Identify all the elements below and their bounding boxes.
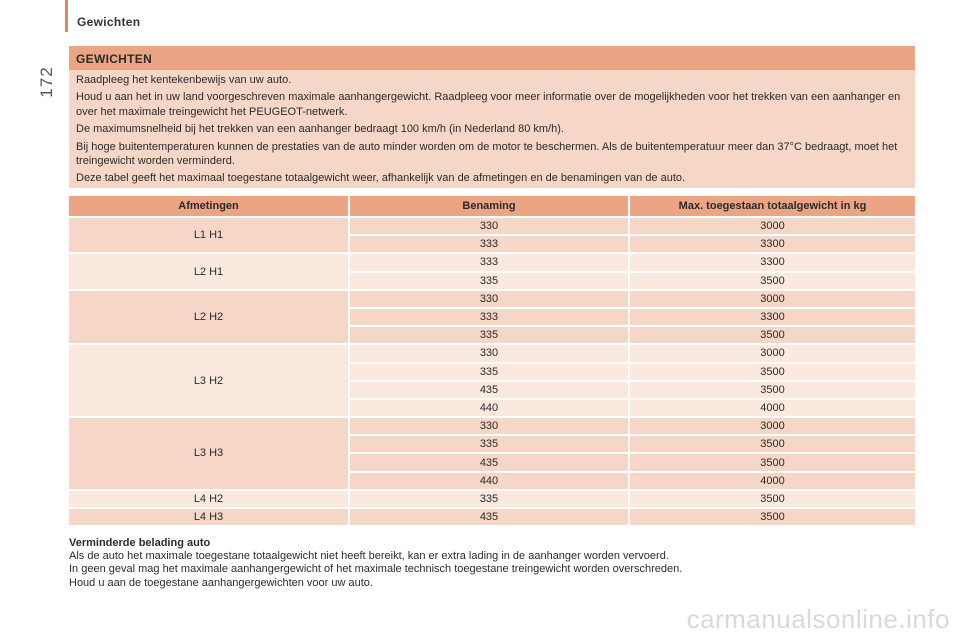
column-header-max-weight: Max. toegestaan totaalgewicht in kg bbox=[629, 196, 915, 217]
weight-cell: 3500 bbox=[629, 435, 915, 453]
dimension-cell: L4 H3 bbox=[69, 508, 349, 526]
info-paragraph: De maximumsnelheid bij het trekken van een aanhanger bedraagt 100 km/h (in Nederland 80 km/h). bbox=[76, 123, 564, 136]
dimension-cell: L3 H3 bbox=[69, 417, 349, 490]
name-cell: 330 bbox=[349, 344, 629, 362]
weight-cell: 3300 bbox=[629, 308, 915, 326]
notes-section bbox=[69, 537, 915, 590]
name-cell: 335 bbox=[349, 490, 629, 508]
margin-accent-bar bbox=[65, 0, 68, 32]
name-cell: 440 bbox=[349, 399, 629, 417]
table-group-l2-h1 bbox=[69, 253, 915, 289]
page-number: 172 bbox=[37, 66, 56, 98]
notes-title: Verminderde belading auto bbox=[69, 537, 211, 549]
name-cell: 330 bbox=[349, 290, 629, 308]
dimension-cell: L2 H1 bbox=[69, 253, 349, 289]
table-group-l2-h2 bbox=[69, 290, 915, 345]
weight-cell: 4000 bbox=[629, 399, 915, 417]
table-row bbox=[69, 490, 915, 508]
weight-cell: 3500 bbox=[629, 490, 915, 508]
weight-cell: 3500 bbox=[629, 363, 915, 381]
weight-cell: 3000 bbox=[629, 290, 915, 308]
name-cell: 333 bbox=[349, 253, 629, 271]
dimension-cell: L4 H2 bbox=[69, 490, 349, 508]
weights-table bbox=[69, 196, 915, 527]
notes-line: Houd u aan de toegestane aanhangergewichten voor uw auto. bbox=[69, 576, 373, 589]
notes-line: In geen geval mag het maximale aanhangergewicht of het maximale technisch toegestane treingewicht worden overschreden. bbox=[69, 563, 683, 576]
name-cell: 440 bbox=[349, 472, 629, 490]
table-group-l4-h3 bbox=[69, 508, 915, 526]
table-group-l1-h1 bbox=[69, 217, 915, 253]
weight-cell: 3500 bbox=[629, 508, 915, 526]
name-cell: 330 bbox=[349, 217, 629, 235]
table-group-l4-h2 bbox=[69, 490, 915, 508]
info-box-body bbox=[69, 70, 915, 186]
weight-cell: 3000 bbox=[629, 217, 915, 235]
name-cell: 335 bbox=[349, 326, 629, 344]
table-row bbox=[69, 217, 915, 235]
weight-cell: 3500 bbox=[629, 326, 915, 344]
table-row bbox=[69, 508, 915, 526]
table-header-row bbox=[69, 196, 915, 217]
weight-cell: 3300 bbox=[629, 253, 915, 271]
name-cell: 335 bbox=[349, 435, 629, 453]
info-paragraph: Houd u aan het in uw land voorgeschreven maximale aanhangergewicht. Raadpleeg voor meer informatie over de mogelijkheden voor het trekken van een aanhanger en over het maximale treingewicht het PEUGEOT-netwerk. bbox=[76, 91, 901, 118]
weight-cell: 3500 bbox=[629, 453, 915, 471]
name-cell: 333 bbox=[349, 308, 629, 326]
name-cell: 435 bbox=[349, 453, 629, 471]
dimension-cell: L1 H1 bbox=[69, 217, 349, 253]
table-group-l3-h2 bbox=[69, 344, 915, 417]
name-cell: 330 bbox=[349, 417, 629, 435]
notes-line: Als de auto het maximale toegestane totaalgewicht niet heeft bereikt, kan er extra lading in de aanhanger worden vervoerd. bbox=[69, 550, 669, 563]
info-box-title: GEWICHTEN bbox=[69, 46, 915, 70]
info-paragraph: Deze tabel geeft het maximaal toegestane totaalgewicht weer, afhankelijk van de afmetingen en de benamingen van de auto. bbox=[76, 172, 686, 185]
watermark: carmanualsonline.info bbox=[686, 604, 950, 634]
name-cell: 435 bbox=[349, 508, 629, 526]
weight-cell: 3000 bbox=[629, 417, 915, 435]
name-cell: 333 bbox=[349, 235, 629, 253]
table-row bbox=[69, 344, 915, 362]
name-cell: 435 bbox=[349, 381, 629, 399]
weight-cell: 3500 bbox=[629, 272, 915, 290]
weight-cell: 4000 bbox=[629, 472, 915, 490]
weight-cell: 3300 bbox=[629, 235, 915, 253]
table-row bbox=[69, 417, 915, 435]
dimension-cell: L2 H2 bbox=[69, 290, 349, 345]
column-header-name: Benaming bbox=[349, 196, 629, 217]
weight-cell: 3000 bbox=[629, 344, 915, 362]
info-paragraph: Bij hoge buitentemperaturen kunnen de prestaties van de auto minder worden om de motor te beschermen. Als de buitentemperatuur meer dan 37°C bedraagt, moet het treingewicht worden verminderd. bbox=[76, 140, 898, 168]
info-paragraph: Raadpleeg het kentekenbewijs van uw auto. bbox=[76, 74, 292, 86]
name-cell: 335 bbox=[349, 272, 629, 290]
table-row bbox=[69, 253, 915, 271]
column-header-dimensions: Afmetingen bbox=[69, 196, 349, 217]
weight-cell: 3500 bbox=[629, 381, 915, 399]
dimension-cell: L3 H2 bbox=[69, 344, 349, 417]
name-cell: 335 bbox=[349, 363, 629, 381]
section-title: Gewichten bbox=[77, 15, 141, 29]
info-box bbox=[69, 46, 915, 188]
table-row bbox=[69, 290, 915, 308]
table-group-l3-h3 bbox=[69, 417, 915, 490]
